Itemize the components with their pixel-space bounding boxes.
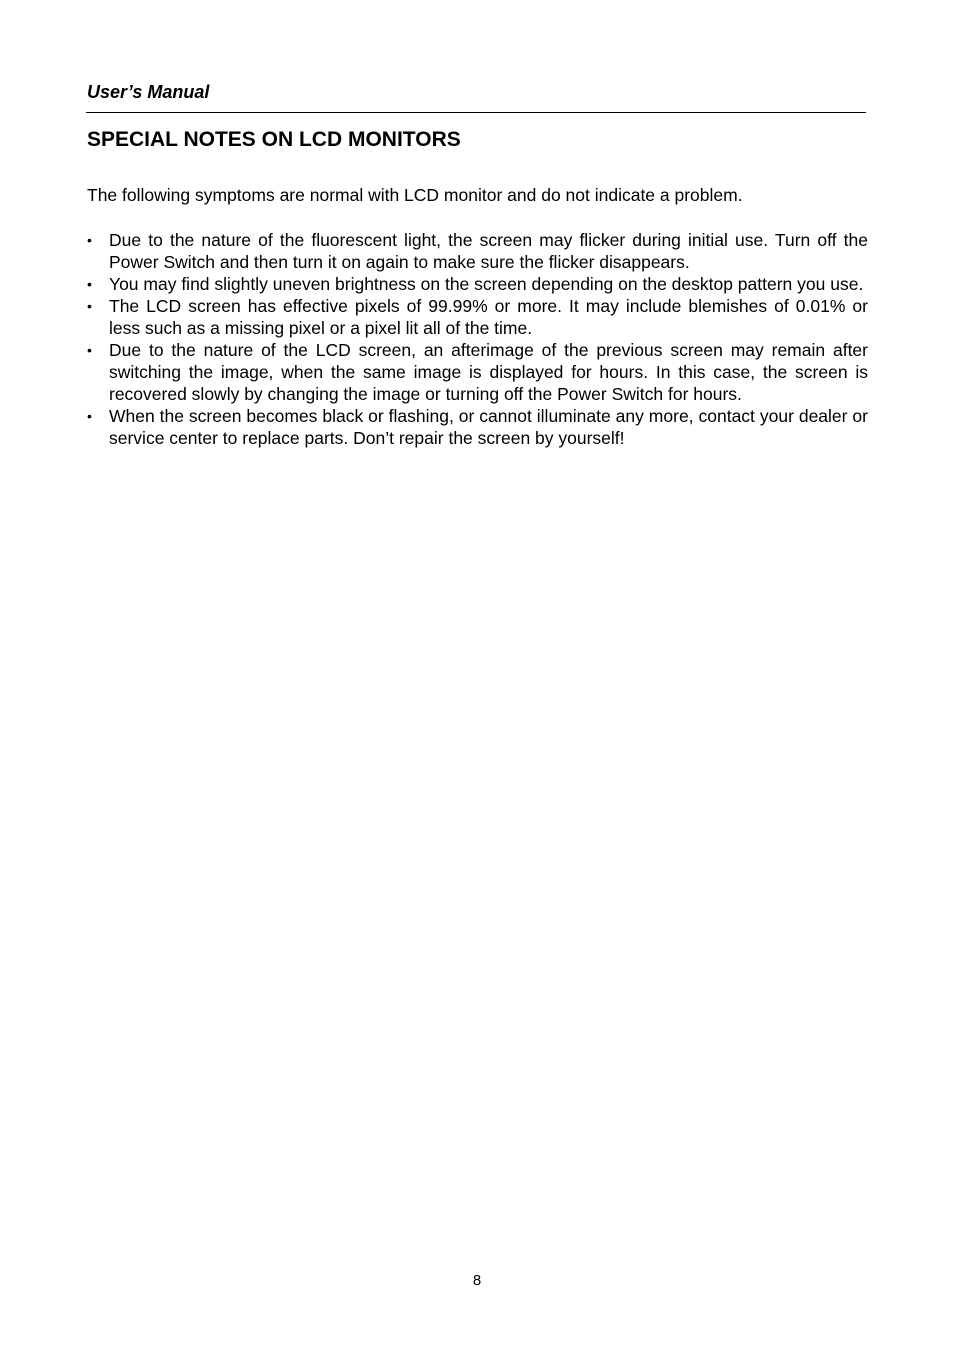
bullet-icon: • — [87, 342, 92, 358]
note-text: Due to the nature of the fluorescent light, the screen may flicker during initial use. Turn off the Power Switch and then turn it on again to make sure the flicker disappears. — [109, 230, 868, 272]
note-text: The LCD screen has effective pixels of 99.99% or more. It may include blemishes of 0.01% or less such as a missing pixel or a pixel lit all of the time. — [109, 296, 868, 338]
header-divider — [86, 112, 866, 113]
intro-paragraph: The following symptoms are normal with LCD monitor and do not indicate a problem. — [87, 185, 743, 205]
list-item — [87, 339, 868, 405]
note-text: Due to the nature of the LCD screen, an afterimage of the previous screen may remain after switching the image, when the same image is displayed for hours. In this case, the screen is recovered slowly by changing the image or turning off the Power Switch for hours. — [109, 340, 868, 404]
list-item — [87, 405, 868, 449]
page-number: 8 — [472, 1272, 482, 1289]
list-item — [87, 273, 868, 295]
bullet-icon: • — [87, 408, 92, 424]
section-heading: SPECIAL NOTES ON LCD MONITORS — [87, 128, 461, 151]
note-text: When the screen becomes black or flashing, or cannot illuminate any more, contact your dealer or service center to replace parts. Don’t repair the screen by yourself! — [109, 406, 868, 448]
list-item — [87, 229, 868, 273]
bullet-icon: • — [87, 276, 92, 292]
bullet-icon: • — [87, 298, 92, 314]
note-text: You may find slightly uneven brightness on the screen depending on the desktop pattern you use. — [109, 274, 864, 294]
list-item — [87, 295, 868, 339]
bullet-icon: • — [87, 232, 92, 248]
document-header-title: User’s Manual — [87, 82, 210, 102]
notes-list — [87, 229, 868, 449]
